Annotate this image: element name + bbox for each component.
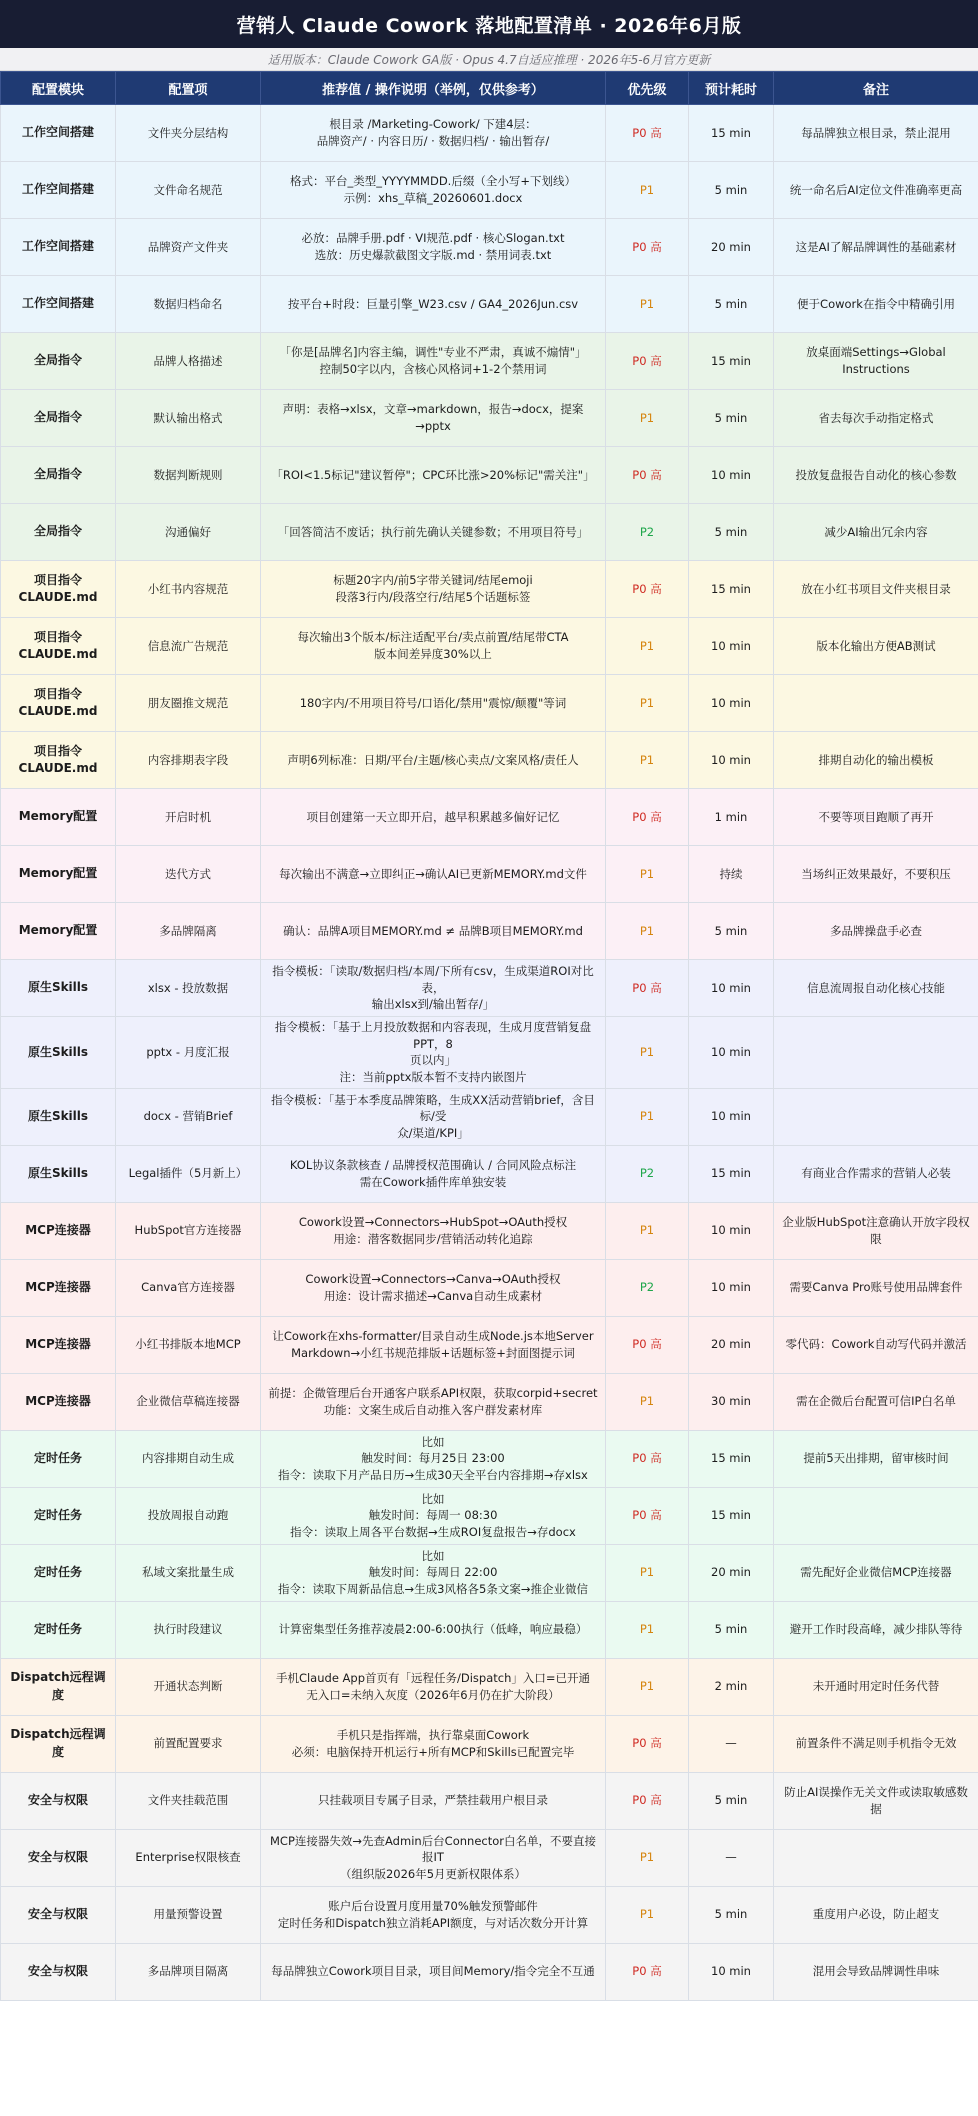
header-priority: 优先级 (606, 72, 689, 105)
cell-item: 执行时段建议 (116, 1601, 261, 1658)
cell-time: 10 min (689, 1088, 774, 1145)
cell-module: 安全与权限 (1, 1772, 116, 1829)
cell-note: 多品牌操盘手必查 (774, 903, 978, 960)
header-module: 配置模块 (1, 72, 116, 105)
cell-module: Memory配置 (1, 789, 116, 846)
cell-note: 需在企微后台配置可信IP白名单 (774, 1373, 978, 1430)
cell-time: 5 min (689, 504, 774, 561)
cell-priority: P0 高 (606, 105, 689, 162)
cell-priority: P0 高 (606, 1430, 689, 1487)
cell-priority: P1 (606, 276, 689, 333)
table-header-row (1, 72, 978, 105)
cell-module: 全局指令 (1, 447, 116, 504)
cell-note: 防止AI误操作无关文件或读取敏感数据 (774, 1772, 978, 1829)
cell-note: 需先配好企业微信MCP连接器 (774, 1544, 978, 1601)
cell-note: 混用会导致品牌调性串味 (774, 1943, 978, 2000)
cell-value: 比如 触发时间：每月25日 23:00 指令：读取下月产品日历→生成30天全平台内容排期→存xlsx (261, 1430, 606, 1487)
cell-module: Memory配置 (1, 903, 116, 960)
cell-item: 品牌资产文件夹 (116, 219, 261, 276)
cell-note: 不要等项目跑顺了再开 (774, 789, 978, 846)
cell-priority: P0 高 (606, 447, 689, 504)
cell-item: 开通状态判断 (116, 1658, 261, 1715)
table-row (1, 1544, 978, 1601)
cell-value: 计算密集型任务推荐凌晨2:00-6:00执行（低峰，响应最稳） (261, 1601, 606, 1658)
cell-item: Enterprise权限核查 (116, 1829, 261, 1886)
cell-value: 声明6列标准：日期/平台/主题/核心卖点/文案风格/责任人 (261, 732, 606, 789)
cell-module: 全局指令 (1, 390, 116, 447)
cell-module: 原生Skills (1, 960, 116, 1017)
cell-item: 文件夹分层结构 (116, 105, 261, 162)
cell-note: 版本化输出方便AB测试 (774, 618, 978, 675)
cell-time: 20 min (689, 1316, 774, 1373)
cell-value: 根目录 /Marketing-Cowork/ 下建4层： 品牌资产/ · 内容日历/ · 数据归档/ · 输出暂存/ (261, 105, 606, 162)
cell-item: HubSpot官方连接器 (116, 1202, 261, 1259)
table-row (1, 1601, 978, 1658)
cell-time: 10 min (689, 1017, 774, 1089)
cell-module: 安全与权限 (1, 1829, 116, 1886)
table-row (1, 1829, 978, 1886)
cell-time: — (689, 1829, 774, 1886)
cell-value: 指令模板：「基于上月投放数据和内容表现，生成月度营销复盘PPT，8 页以内」 注：当前pptx版本暂不支持内嵌图片 (261, 1017, 606, 1089)
cell-note: 放桌面端Settings→Global Instructions (774, 333, 978, 390)
cell-priority: P0 高 (606, 219, 689, 276)
table-row (1, 447, 978, 504)
table-row (1, 105, 978, 162)
cell-item: 信息流广告规范 (116, 618, 261, 675)
cell-value: 每次输出不满意→立即纠正→确认AI已更新MEMORY.md文件 (261, 846, 606, 903)
cell-module: 全局指令 (1, 504, 116, 561)
cell-time: 15 min (689, 561, 774, 618)
table-row (1, 1088, 978, 1145)
table-row (1, 333, 978, 390)
cell-item: 内容排期自动生成 (116, 1430, 261, 1487)
cell-priority: P0 高 (606, 1487, 689, 1544)
table-row (1, 618, 978, 675)
cell-time: 10 min (689, 1943, 774, 2000)
table-row (1, 1715, 978, 1772)
cell-value: 项目创建第一天立即开启，越早积累越多偏好记忆 (261, 789, 606, 846)
cell-time: 5 min (689, 390, 774, 447)
table-row (1, 1886, 978, 1943)
cell-item: 沟通偏好 (116, 504, 261, 561)
page-title-text: 营销人 Claude Cowork 落地配置清单 · 2026年6月版 (236, 14, 742, 37)
cell-time: 10 min (689, 1202, 774, 1259)
cell-module: 工作空间搭建 (1, 162, 116, 219)
cell-item: 私域文案批量生成 (116, 1544, 261, 1601)
cell-item: 迭代方式 (116, 846, 261, 903)
table-row (1, 1373, 978, 1430)
cell-note: 未开通时用定时任务代替 (774, 1658, 978, 1715)
cell-time: 5 min (689, 903, 774, 960)
cell-value: 比如 触发时间：每周日 22:00 指令：读取下周新品信息→生成3风格各5条文案→推企业微信 (261, 1544, 606, 1601)
cell-priority: P1 (606, 390, 689, 447)
cell-module: 安全与权限 (1, 1886, 116, 1943)
cell-priority: P1 (606, 675, 689, 732)
cell-note: 放在小红书项目文件夹根目录 (774, 561, 978, 618)
cell-value: 账户后台设置月度用量70%触发预警邮件 定时任务和Dispatch独立消耗API额度，与对话次数分开计算 (261, 1886, 606, 1943)
cell-priority: P0 高 (606, 789, 689, 846)
cell-module: 全局指令 (1, 333, 116, 390)
cell-item: 默认输出格式 (116, 390, 261, 447)
cell-module: MCP连接器 (1, 1259, 116, 1316)
cell-time: 15 min (689, 1430, 774, 1487)
cell-module: Memory配置 (1, 846, 116, 903)
table-row (1, 1145, 978, 1202)
table-row (1, 1017, 978, 1089)
page-title (0, 0, 978, 48)
cell-value: Cowork设置→Connectors→Canva→OAuth授权 用途：设计需求描述→Canva自动生成素材 (261, 1259, 606, 1316)
cell-item: 数据判断规则 (116, 447, 261, 504)
cell-time: 5 min (689, 1601, 774, 1658)
cell-item: 企业微信草稿连接器 (116, 1373, 261, 1430)
cell-time: 持续 (689, 846, 774, 903)
cell-item: 文件夹挂载范围 (116, 1772, 261, 1829)
cell-time: 10 min (689, 732, 774, 789)
table-row (1, 561, 978, 618)
cell-module: 原生Skills (1, 1145, 116, 1202)
table-row (1, 1316, 978, 1373)
cell-note (774, 1017, 978, 1089)
cell-time: 1 min (689, 789, 774, 846)
cell-priority: P0 高 (606, 1772, 689, 1829)
cell-item: 用量预警设置 (116, 1886, 261, 1943)
cell-time: 5 min (689, 162, 774, 219)
cell-value: 按平台+时段：巨量引擎_W23.csv / GA4_2026Jun.csv (261, 276, 606, 333)
cell-priority: P1 (606, 1829, 689, 1886)
cell-value: 180字内/不用项目符号/口语化/禁用"震惊/颠覆"等词 (261, 675, 606, 732)
cell-value: 手机只是指挥端，执行靠桌面Cowork 必须：电脑保持开机运行+所有MCP和Skills已配置完毕 (261, 1715, 606, 1772)
cell-priority: P0 高 (606, 960, 689, 1017)
cell-note: 提前5天出排期，留审核时间 (774, 1430, 978, 1487)
cell-item: xlsx - 投放数据 (116, 960, 261, 1017)
cell-value: 格式：平台_类型_YYYYMMDD.后缀（全小写+下划线） 示例：xhs_草稿_20260601.docx (261, 162, 606, 219)
cell-note (774, 675, 978, 732)
cell-note: 排期自动化的输出模板 (774, 732, 978, 789)
cell-module: 原生Skills (1, 1088, 116, 1145)
cell-module: MCP连接器 (1, 1373, 116, 1430)
cell-time: 10 min (689, 447, 774, 504)
table-row (1, 903, 978, 960)
cell-priority: P2 (606, 1259, 689, 1316)
cell-item: 多品牌项目隔离 (116, 1943, 261, 2000)
cell-module: 项目指令 CLAUDE.md (1, 561, 116, 618)
table-row (1, 846, 978, 903)
table-row (1, 675, 978, 732)
cell-note: 前置条件不满足则手机指令无效 (774, 1715, 978, 1772)
table-row (1, 219, 978, 276)
cell-value: 手机Claude App首页有「远程任务/Dispatch」入口=已开通 无入口=未纳入灰度（2026年6月仍在扩大阶段） (261, 1658, 606, 1715)
cell-time: 10 min (689, 618, 774, 675)
table-row (1, 1772, 978, 1829)
cell-value: Cowork设置→Connectors→HubSpot→OAuth授权 用途：潜客数据同步/营销活动转化追踪 (261, 1202, 606, 1259)
cell-priority: P2 (606, 1145, 689, 1202)
cell-item: 前置配置要求 (116, 1715, 261, 1772)
cell-item: 投放周报自动跑 (116, 1487, 261, 1544)
table-row (1, 1259, 978, 1316)
cell-priority: P1 (606, 1886, 689, 1943)
cell-item: 数据归档命名 (116, 276, 261, 333)
table-row (1, 1430, 978, 1487)
cell-value: 「ROI<1.5标记"建议暂停"；CPC环比涨>20%标记"需关注"」 (261, 447, 606, 504)
cell-priority: P1 (606, 1373, 689, 1430)
cell-note (774, 1829, 978, 1886)
table-row (1, 732, 978, 789)
cell-time: 20 min (689, 1544, 774, 1601)
header-value: 推荐值 / 操作说明（举例，仅供参考） (261, 72, 606, 105)
cell-module: 工作空间搭建 (1, 105, 116, 162)
cell-priority: P1 (606, 1658, 689, 1715)
cell-note: 便于Cowork在指令中精确引用 (774, 276, 978, 333)
cell-value: 比如 触发时间：每周一 08:30 指令：读取上周各平台数据→生成ROI复盘报告→存docx (261, 1487, 606, 1544)
cell-note: 统一命名后AI定位文件准确率更高 (774, 162, 978, 219)
cell-value: 每品牌独立Cowork项目目录，项目间Memory/指令完全不互通 (261, 1943, 606, 2000)
cell-time: 15 min (689, 105, 774, 162)
cell-value: 只挂载项目专属子目录，严禁挂载用户根目录 (261, 1772, 606, 1829)
cell-priority: P1 (606, 903, 689, 960)
cell-module: Dispatch远程调度 (1, 1715, 116, 1772)
cell-module: 原生Skills (1, 1017, 116, 1089)
table-row (1, 1202, 978, 1259)
cell-priority: P0 高 (606, 561, 689, 618)
cell-time: 10 min (689, 1259, 774, 1316)
cell-priority: P2 (606, 504, 689, 561)
cell-module: 工作空间搭建 (1, 219, 116, 276)
cell-time: 15 min (689, 1145, 774, 1202)
cell-priority: P0 高 (606, 1715, 689, 1772)
header-time: 预计耗时 (689, 72, 774, 105)
cell-priority: P0 高 (606, 1316, 689, 1373)
cell-time: 5 min (689, 1886, 774, 1943)
cell-priority: P1 (606, 846, 689, 903)
cell-priority: P1 (606, 1202, 689, 1259)
cell-note: 重度用户必设，防止超支 (774, 1886, 978, 1943)
cell-value: 「回答简洁不废话；执行前先确认关键参数；不用项目符号」 (261, 504, 606, 561)
cell-item: 多品牌隔离 (116, 903, 261, 960)
cell-time: 5 min (689, 1772, 774, 1829)
cell-note: 这是AI了解品牌调性的基础素材 (774, 219, 978, 276)
table-row (1, 1943, 978, 2000)
page-subtitle-text: 适用版本：Claude Cowork GA版 · Opus 4.7自适应推理 · 2026年5-6月官方更新 (267, 52, 711, 67)
page-subtitle (0, 48, 978, 71)
cell-value: 确认：品牌A项目MEMORY.md ≠ 品牌B项目MEMORY.md (261, 903, 606, 960)
cell-item: 品牌人格描述 (116, 333, 261, 390)
cell-module: 项目指令 CLAUDE.md (1, 618, 116, 675)
cell-time: 2 min (689, 1658, 774, 1715)
cell-note (774, 1088, 978, 1145)
cell-time: — (689, 1715, 774, 1772)
cell-item: 开启时机 (116, 789, 261, 846)
header-note: 备注 (774, 72, 978, 105)
cell-value: 标题20字内/前5字带关键词/结尾emoji 段落3行内/段落空行/结尾5个话题标签 (261, 561, 606, 618)
cell-item: 内容排期表字段 (116, 732, 261, 789)
table-body (1, 105, 978, 2001)
config-table (0, 71, 978, 2001)
cell-note: 零代码：Cowork自动写代码并激活 (774, 1316, 978, 1373)
cell-module: 定时任务 (1, 1544, 116, 1601)
cell-value: 「你是[品牌名]内容主编，调性"专业不严肃，真诚不煽情"」 控制50字以内，含核心风格词+1-2个禁用词 (261, 333, 606, 390)
cell-priority: P1 (606, 618, 689, 675)
cell-value: 必放：品牌手册.pdf · VI规范.pdf · 核心Slogan.txt 选放：历史爆款截图文字版.md · 禁用词表.txt (261, 219, 606, 276)
cell-module: 项目指令 CLAUDE.md (1, 732, 116, 789)
cell-time: 20 min (689, 219, 774, 276)
cell-item: 朋友圈推文规范 (116, 675, 261, 732)
cell-note: 每品牌独立根目录，禁止混用 (774, 105, 978, 162)
cell-priority: P1 (606, 1601, 689, 1658)
cell-item: pptx - 月度汇报 (116, 1017, 261, 1089)
cell-module: 工作空间搭建 (1, 276, 116, 333)
table-row (1, 960, 978, 1017)
cell-module: MCP连接器 (1, 1202, 116, 1259)
cell-value: 每次输出3个版本/标注适配平台/卖点前置/结尾带CTA 版本间差异度30%以上 (261, 618, 606, 675)
cell-time: 15 min (689, 1487, 774, 1544)
cell-priority: P1 (606, 1544, 689, 1601)
cell-value: 指令模板：「读取/数据归档/本周/下所有csv，生成渠道ROI对比表， 输出xlsx到/输出暂存/」 (261, 960, 606, 1017)
cell-value: 让Cowork在xhs-formatter/目录自动生成Node.js本地Server Markdown→小红书规范排版+话题标签+封面图提示词 (261, 1316, 606, 1373)
cell-value: 前提：企微管理后台开通客户联系API权限，获取corpid+secret 功能：文案生成后自动推入客户群发素材库 (261, 1373, 606, 1430)
cell-module: 定时任务 (1, 1601, 116, 1658)
cell-priority: P0 高 (606, 1943, 689, 2000)
cell-priority: P1 (606, 162, 689, 219)
cell-module: 定时任务 (1, 1430, 116, 1487)
cell-note: 省去每次手动指定格式 (774, 390, 978, 447)
cell-note: 减少AI输出冗余内容 (774, 504, 978, 561)
cell-item: 小红书排版本地MCP (116, 1316, 261, 1373)
cell-module: 项目指令 CLAUDE.md (1, 675, 116, 732)
cell-module: 安全与权限 (1, 1943, 116, 2000)
cell-note: 当场纠正效果最好，不要积压 (774, 846, 978, 903)
cell-value: 指令模板：「基于本季度品牌策略，生成XX活动营销brief，含目标/受 众/渠道/KPI」 (261, 1088, 606, 1145)
table-row (1, 276, 978, 333)
table-row (1, 1487, 978, 1544)
cell-item: Legal插件（5月新上） (116, 1145, 261, 1202)
cell-value: 声明：表格→xlsx，文章→markdown，报告→docx，提案→pptx (261, 390, 606, 447)
cell-note: 信息流周报自动化核心技能 (774, 960, 978, 1017)
cell-item: 小红书内容规范 (116, 561, 261, 618)
cell-note: 需要Canva Pro账号使用品牌套件 (774, 1259, 978, 1316)
cell-priority: P1 (606, 1017, 689, 1089)
header-item: 配置项 (116, 72, 261, 105)
cell-time: 5 min (689, 276, 774, 333)
table-row (1, 1658, 978, 1715)
cell-item: Canva官方连接器 (116, 1259, 261, 1316)
cell-value: KOL协议条款核查 / 品牌授权范围确认 / 合同风险点标注 需在Cowork插件库单独安装 (261, 1145, 606, 1202)
cell-priority: P1 (606, 732, 689, 789)
cell-note: 避开工作时段高峰，减少排队等待 (774, 1601, 978, 1658)
cell-module: Dispatch远程调度 (1, 1658, 116, 1715)
cell-time: 15 min (689, 333, 774, 390)
cell-item: 文件命名规范 (116, 162, 261, 219)
cell-time: 10 min (689, 960, 774, 1017)
cell-note: 企业版HubSpot注意确认开放字段权 限 (774, 1202, 978, 1259)
cell-priority: P1 (606, 1088, 689, 1145)
cell-item: docx - 营销Brief (116, 1088, 261, 1145)
cell-note (774, 1487, 978, 1544)
cell-priority: P0 高 (606, 333, 689, 390)
table-row (1, 504, 978, 561)
cell-note: 有商业合作需求的营销人必装 (774, 1145, 978, 1202)
cell-module: 定时任务 (1, 1487, 116, 1544)
table-row (1, 162, 978, 219)
cell-time: 30 min (689, 1373, 774, 1430)
cell-time: 10 min (689, 675, 774, 732)
table-row (1, 789, 978, 846)
cell-module: MCP连接器 (1, 1316, 116, 1373)
cell-value: MCP连接器失效→先查Admin后台Connector白名单，不要直接报IT （组织版2026年5月更新权限体系） (261, 1829, 606, 1886)
cell-note: 投放复盘报告自动化的核心参数 (774, 447, 978, 504)
table-row (1, 390, 978, 447)
